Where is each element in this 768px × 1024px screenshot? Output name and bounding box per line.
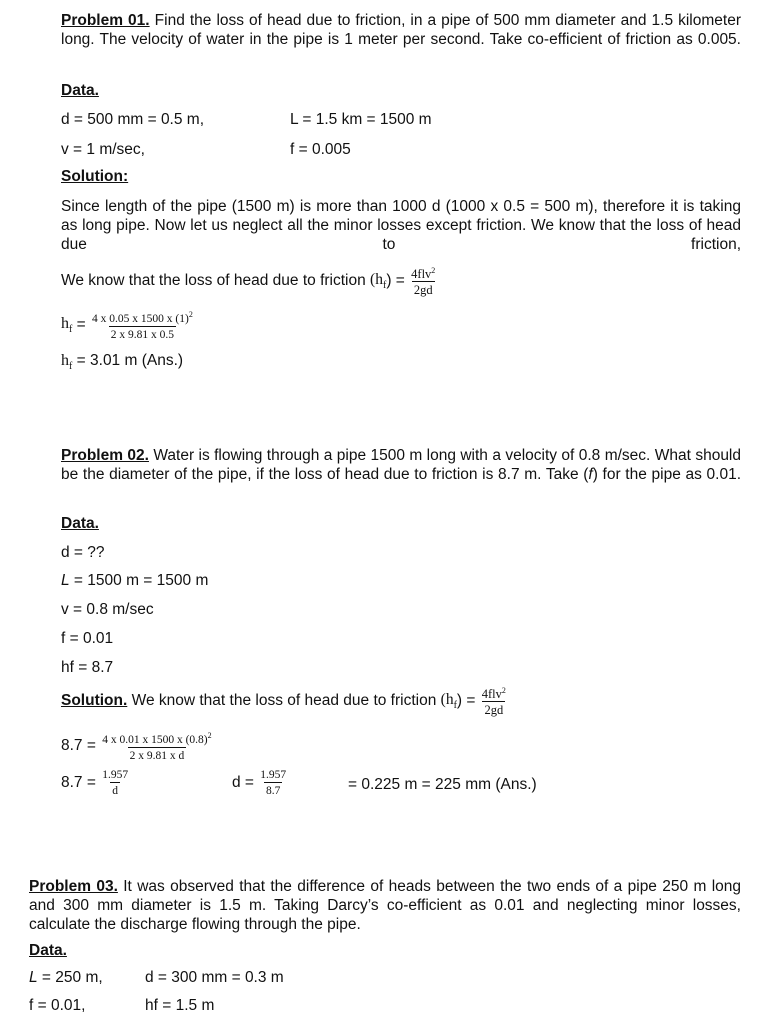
problem-03-length: L = 250 m,	[29, 969, 103, 986]
problem-01-calculation	[61, 308, 195, 342]
problem-01-statement	[61, 11, 741, 68]
problem-01-length: L = 1.5 km = 1500 m	[290, 111, 432, 128]
problem-02-solution-label: Solution.	[61, 691, 128, 709]
darcy-formula: $\frac{4flv^2}{2gd}$	[481, 686, 506, 718]
problem-01-fraction: $\frac{4 x 0.05 x 1500 x (1)^2}{2 x 9.81 x 0.5}$	[92, 310, 193, 341]
problem-02-solution-line: Solution. We know that the loss of head due to friction ($h_f$ ) = $\frac{4flv^2}{2gd}$	[61, 686, 506, 718]
problem-03-data-label: Data.	[29, 942, 67, 959]
problem-01-data-label: Data.	[61, 82, 99, 99]
problem-01-title: Problem 01.	[61, 12, 150, 29]
hf-symbol: ($h_f$	[440, 690, 457, 711]
problem-03-friction: f = 0.01,	[29, 997, 86, 1014]
problem-02-equation-2: 8.7 = $\frac{1.957}{d}$	[61, 769, 129, 797]
problem-01-formula-line	[61, 264, 437, 297]
problem-03-statement: Problem 03. It was observed that the difference of heads between the two ends of a pipe 250 m long and 300 mm diameter is 1.5 m. Taking Darcy’s co-efficient as 0.01 and neglecting minor losses, calculate the discharge flowing through the pipe.	[29, 878, 742, 933]
problem-03-title: Problem 03.	[29, 878, 118, 895]
problem-02-diameter: d = ??	[61, 544, 105, 561]
problem-02-friction: f = 0.01	[61, 630, 114, 647]
equals-sign: =	[76, 315, 86, 333]
problem-01-velocity: v = 1 m/sec,	[61, 141, 145, 158]
hf-lhs: $h_f$	[61, 314, 73, 335]
problem-02-equation-1: 8.7 = $\frac{4 x 0.01 x 1500 x (0.8)^2}{\text{2 x 9.81 x d}}$	[61, 731, 212, 762]
problem-01-diameter: d = 500 mm = 0.5 m,	[61, 111, 205, 128]
problem-02-fraction-2: $\frac{1.957}{d}$	[102, 769, 129, 797]
problem-03-head-loss: hf = 1.5 m	[145, 997, 215, 1014]
problem-02-fraction-1: $\frac{4 x 0.01 x 1500 x (0.8)^2}{\text{2 x 9.81 x d}}$	[102, 731, 212, 762]
problem-03-diameter: d = 300 mm = 0.3 m	[145, 969, 284, 986]
problem-01-friction: f = 0.005	[290, 141, 351, 158]
problem-02-head-loss: hf = 8.7	[61, 659, 114, 676]
problem-02-length: L = 1500 m = 1500 m	[61, 572, 209, 589]
equals-sign: ) =	[386, 271, 405, 289]
problem-02-title: Problem 02.	[61, 447, 149, 464]
problem-01-answer: $h_f = 3.01$ m (Ans.)	[61, 352, 184, 373]
hf-symbol: ($h_f$	[370, 270, 387, 291]
problem-02-statement: Problem 02. Water is flowing through a pipe 1500 m long with a velocity of 0.8 m/sec. What should be the diameter of the pipe, if the loss of head due to friction is 8.7 m. Take (f) for the pipe as 0.01.	[61, 447, 742, 483]
problem-01-solution-text	[61, 197, 741, 273]
darcy-formula: $\frac{4flv^2}{2gd}$	[411, 266, 436, 298]
problem-02-answer: = 0.225 m = 225 mm (Ans.)	[348, 776, 537, 793]
problem-01-solution-label: Solution:	[61, 168, 129, 185]
problem-01-know-text: We know that the loss of head due to friction	[61, 271, 366, 289]
problem-01-solution-body: Since length of the pipe (1500 m) is more than 1000 d (1000 x 0.5 = 500 m), therefore it is taking as long pipe. Now let us neglect all the minor losses except friction. We know that the loss of head due to friction,	[61, 198, 741, 253]
problem-02-velocity: v = 0.8 m/sec	[61, 601, 154, 618]
problem-01-text: Find the loss of head due to friction, in a pipe of 500 mm diameter and 1.5 kilometer long. The velocity of water in the pipe is 1 meter per second. Take co-efficient of friction as 0.005.	[61, 12, 741, 48]
problem-02-equation-3: d = $\frac{1.957}{8.7}$	[232, 769, 287, 797]
problem-02-data-label: Data.	[61, 515, 99, 532]
problem-02-fraction-3: $\frac{1.957}{8.7}$	[260, 769, 287, 797]
